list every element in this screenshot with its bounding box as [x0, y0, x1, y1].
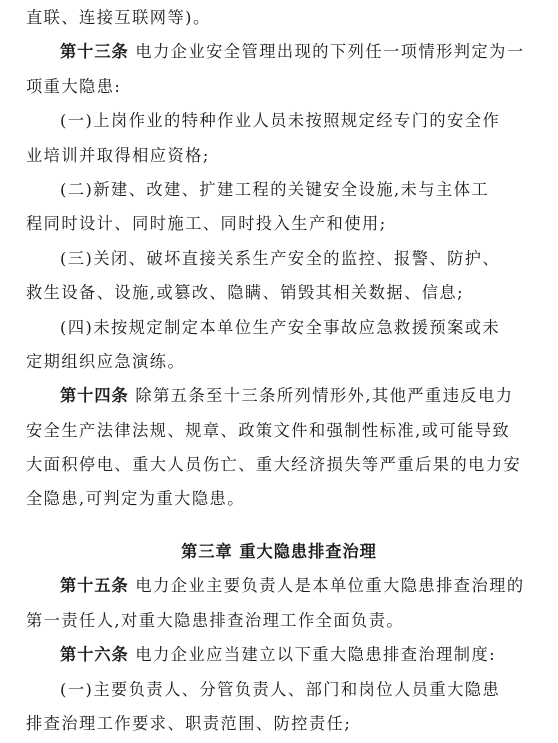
chapter-heading: 第三章 重大隐患排查治理: [181, 542, 377, 562]
text-line: 救生设备、设施,或篡改、隐瞒、销毁其相关数据、信息;: [26, 283, 465, 303]
article-13-first-line: [60, 41, 525, 63]
article-14-label: 第十四条: [60, 386, 129, 406]
text-line: 项重大隐患:: [26, 76, 122, 96]
text-line: 安全生产法律法规、规章、政策文件和强制性标准,或可能导致: [26, 420, 511, 440]
article-15-first-line: [60, 575, 525, 597]
text-line: 程同时设计、同时施工、同时投入生产和使用;: [26, 214, 387, 234]
text-line: 全隐患,可判定为重大隐患。: [26, 489, 245, 509]
article-15-label: 第十五条: [60, 576, 129, 596]
text-line: 定期组织应急演练。: [26, 351, 186, 371]
text-line: (一)上岗作业的特种作业人员未按照规定经专门的安全作: [60, 111, 501, 131]
article-16-label: 第十六条: [60, 645, 129, 665]
article-15-text: 电力企业主要负责人是本单位重大隐患排查治理的: [135, 576, 525, 596]
text-line: 排查治理工作要求、职责范围、防控责任;: [26, 714, 352, 733]
article-14-text: 除第五条至十三条所列情形外,其他严重违反电力: [135, 386, 514, 406]
article-16-text: 电力企业应当建立以下重大隐患排查治理制度:: [135, 645, 497, 665]
article-13-label: 第十三条: [60, 42, 129, 62]
article-14-first-line: [60, 385, 514, 407]
text-line: (二)新建、改建、扩建工程的关键安全设施,未与主体工: [60, 179, 490, 199]
text-line: (一)主要负责人、分管负责人、部门和岗位人员重大隐患: [60, 679, 501, 699]
text-line: 业培训并取得相应资格;: [26, 145, 210, 165]
article-16-first-line: [60, 644, 496, 666]
text-line: 第一责任人,对重大隐患排查治理工作全面负责。: [26, 610, 405, 630]
article-13-text: 电力企业安全管理出现的下列任一项情形判定为一: [135, 42, 525, 62]
text-line: 直联、连接互联网等)。: [26, 8, 211, 27]
text-line: (三)关闭、破坏直接关系生产安全的监控、报警、防护、: [60, 248, 501, 268]
text-line: 大面积停电、重大人员伤亡、重大经济损失等严重后果的电力安: [26, 455, 522, 475]
text-line: (四)未按规定制定本单位生产安全事故应急救援预案或未: [60, 317, 501, 337]
